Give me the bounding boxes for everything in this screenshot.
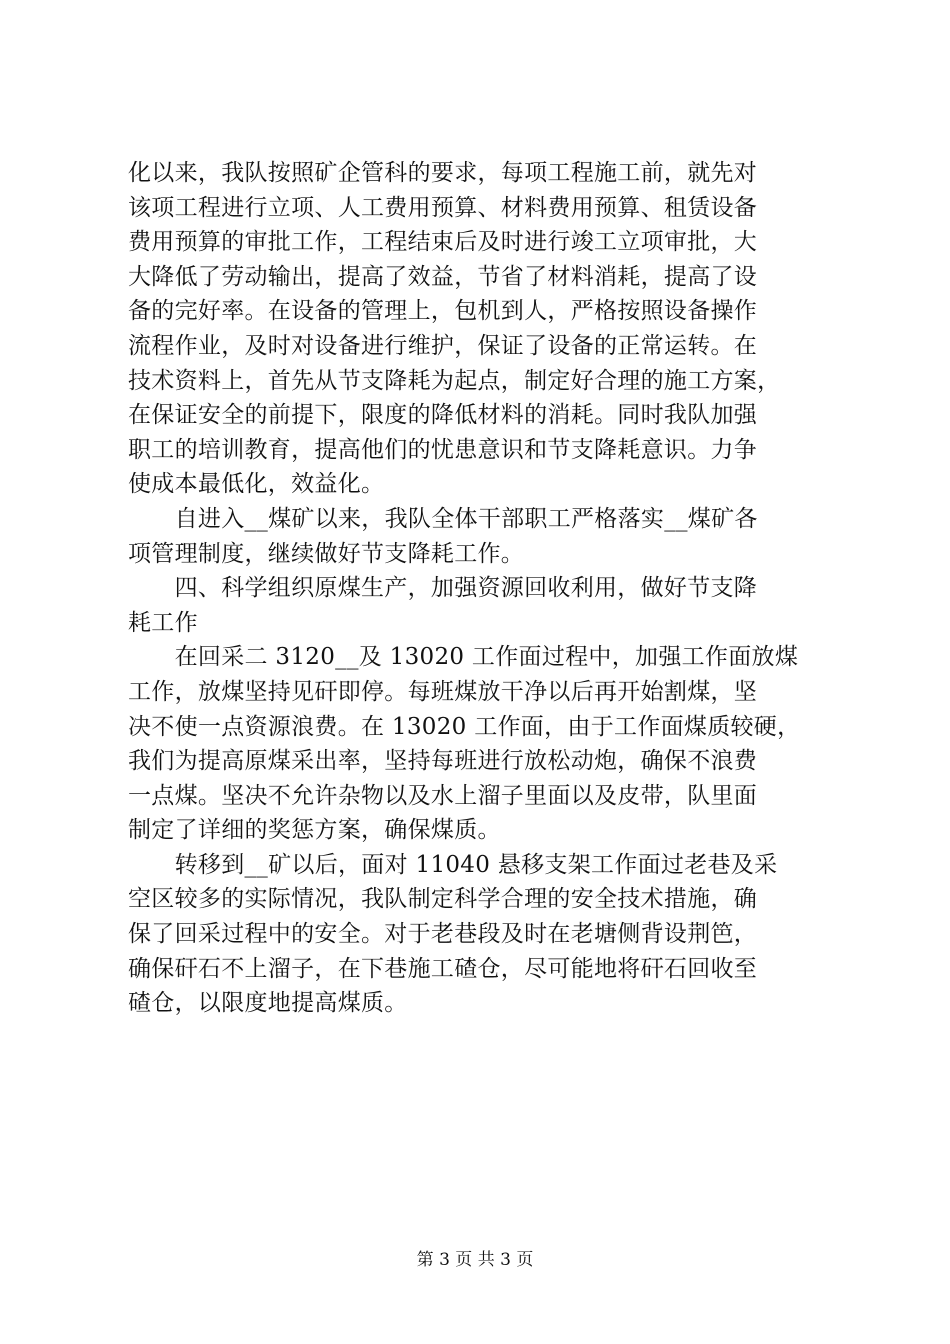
text-line: 碴仓，以限度地提高煤质。 [128, 990, 408, 1017]
text-line: 流程作业，及时对设备进行维护，保证了设备的正常运转。在 [128, 332, 758, 359]
text-line: 费用预算的审批工作，工程结束后及时进行竣工立项审批，大 [128, 229, 758, 256]
text-line: 在保证安全的前提下，限度的降低材料的消耗。同时我队加强 [128, 402, 758, 429]
document-body [128, 156, 848, 1021]
text-line: 保了回采过程中的安全。对于老巷段及时在老塘侧背设荆笆， [128, 921, 758, 948]
section-heading-line: 四、科学组织原煤生产，加强资源回收利用，做好节支降 [128, 575, 758, 602]
text-line: 决不使一点资源浪费。在 13020 工作面，由于工作面煤质较硬， [128, 713, 801, 740]
text-line: 转移到__矿以后，面对 11040 悬移支架工作面过老巷及采 [128, 851, 778, 878]
text-line: 技术资料上，首先从节支降耗为起点，制定好合理的施工方案， [128, 367, 781, 394]
page-number-footer: 第 3 页 共 3 页 [416, 1250, 534, 1270]
text-line: 我们为提高原煤采出率，坚持每班进行放松动炮，确保不浪费 [128, 748, 758, 775]
section-heading-line: 耗工作 [128, 609, 198, 636]
text-line: 使成本最低化，效益化。 [128, 471, 385, 498]
text-line: 制定了详细的奖惩方案，确保煤质。 [128, 817, 501, 844]
text-line: 备的完好率。在设备的管理上，包机到人，严格按照设备操作 [128, 298, 758, 325]
text-line: 项管理制度，继续做好节支降耗工作。 [128, 540, 525, 567]
text-line: 该项工程进行立项、人工费用预算、材料费用预算、租赁设备 [128, 194, 758, 221]
text-line: 自进入__煤矿以来，我队全体干部职工严格落实__煤矿各 [128, 505, 758, 532]
text-line: 大降低了劳动输出，提高了效益，节省了材料消耗，提高了设 [128, 263, 758, 290]
text-line: 一点煤。坚决不允许杂物以及水上溜子里面以及皮带，队里面 [128, 782, 758, 809]
text-line: 化以来，我队按照矿企管科的要求，每项工程施工前，就先对 [128, 160, 758, 186]
text-line: 在回采二 3120__及 13020 工作面过程中，加强工作面放煤 [128, 644, 799, 671]
text-line: 职工的培训教育，提高他们的忧患意识和节支降耗意识。力争 [128, 436, 758, 463]
text-line: 空区较多的实际情况，我队制定科学合理的安全技术措施，确 [128, 886, 758, 913]
text-line: 工作，放煤坚持见矸即停。每班煤放干净以后再开始割煤，坚 [128, 678, 758, 705]
text-line: 确保矸石不上溜子，在下巷施工碴仓，尽可能地将矸石回收至 [128, 955, 758, 982]
